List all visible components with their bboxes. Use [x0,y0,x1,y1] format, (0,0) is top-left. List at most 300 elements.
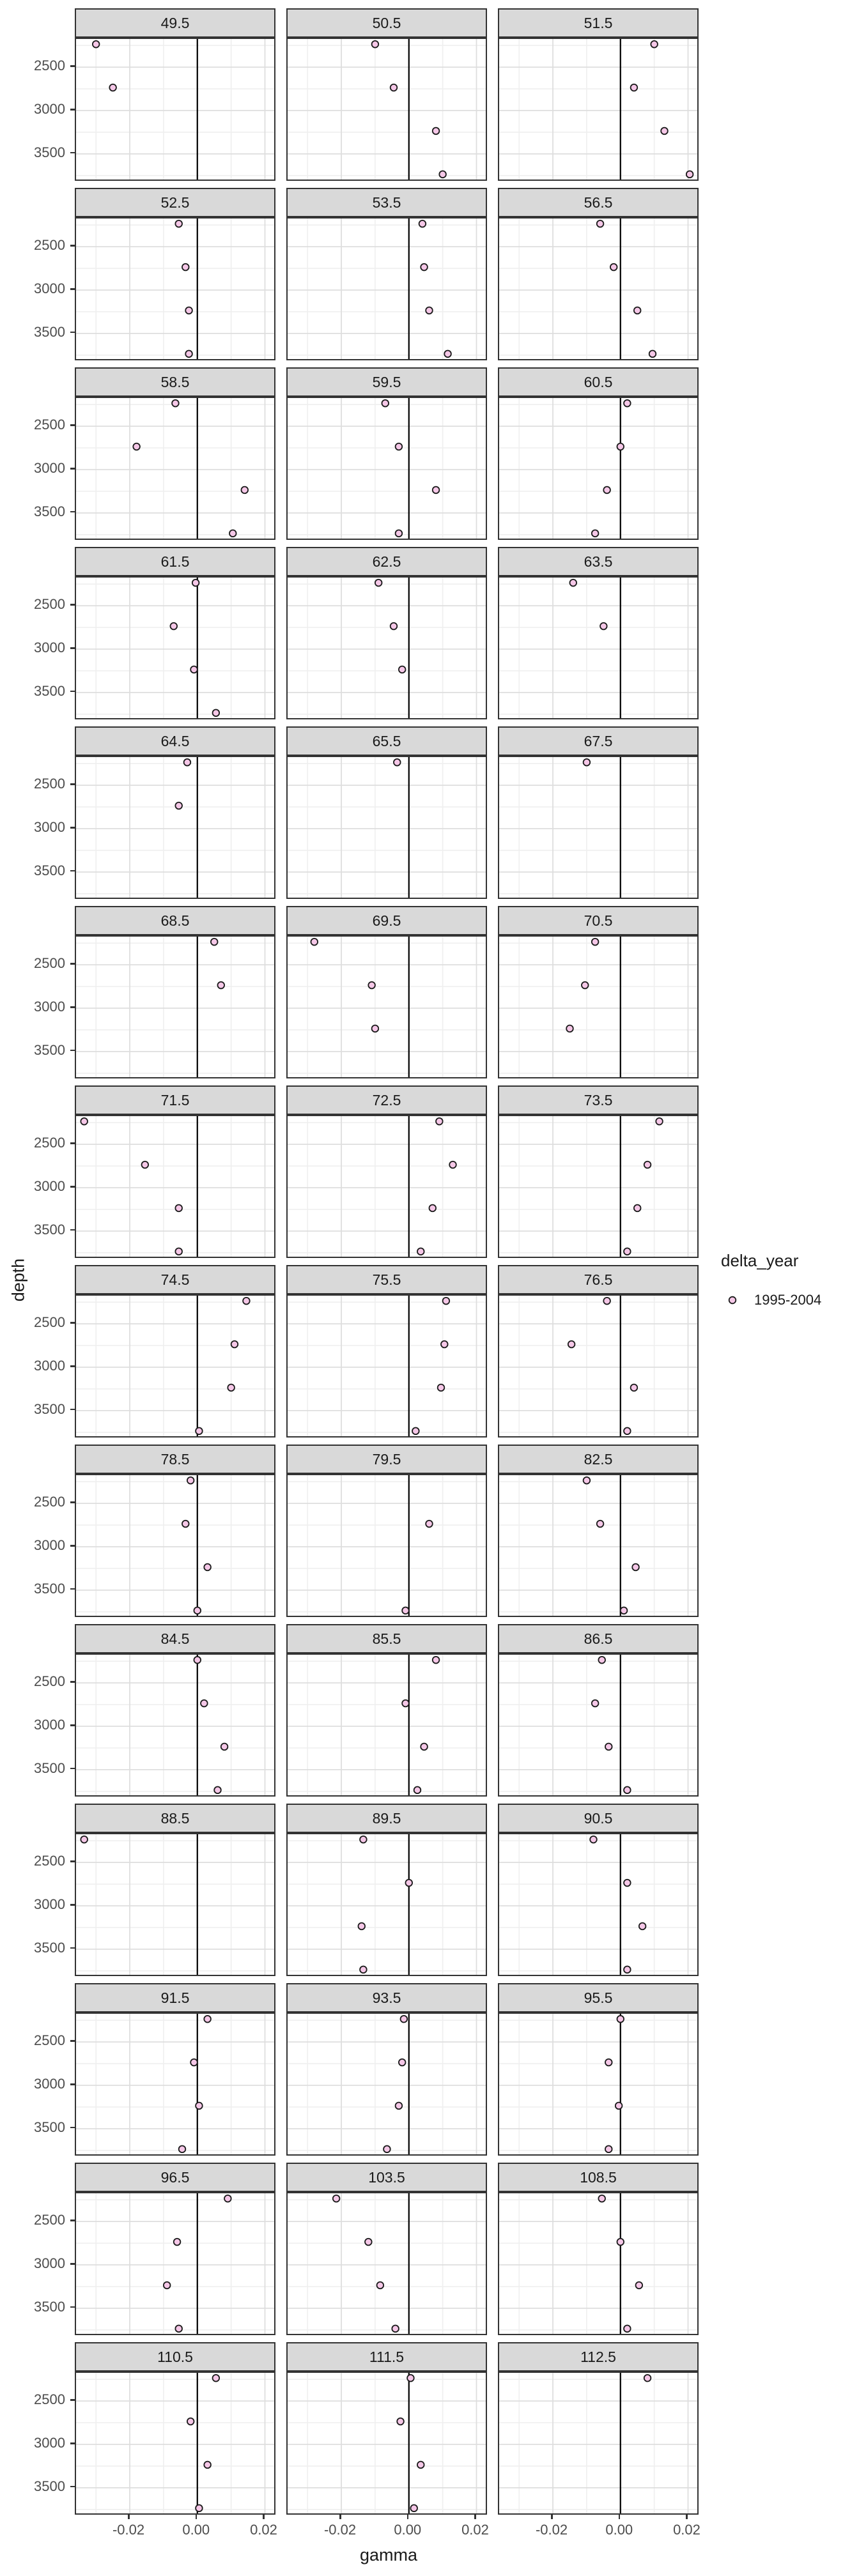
data-point [179,2146,186,2153]
facet-plot-area [288,937,486,1077]
y-tick-label: 3000 [34,1537,65,1553]
y-tick-label: 3000 [34,999,65,1015]
facet-strip: 53.5 [286,188,487,217]
facet-panel [286,1653,487,1797]
facet-plot-area [76,39,274,180]
facet-strip: 75.5 [286,1265,487,1294]
y-tick-mark [70,245,75,247]
data-point [174,2239,181,2246]
y-tick-mark [70,511,75,513]
facet-strip: 65.5 [286,726,487,756]
data-point [221,1744,228,1751]
data-point [433,128,440,135]
data-point [426,307,433,314]
data-point [686,171,693,178]
facet-panel [498,217,699,360]
y-tick-label: 2500 [34,417,65,433]
data-point [421,264,428,271]
y-tick-mark [70,152,75,154]
facet-panel [286,576,487,719]
facet-plot-area [288,2193,486,2334]
facet-plot-area [499,2373,697,2513]
data-point [644,1162,651,1169]
facet-strip: 50.5 [286,8,487,38]
facet-strip: 79.5 [286,1445,487,1474]
x-tick-mark [128,2515,130,2519]
y-tick-label: 2500 [34,1673,65,1690]
facet-strip: 112.5 [498,2342,699,2372]
facet-strip: 71.5 [75,1085,275,1115]
data-point [170,623,177,630]
facet-panel [498,2192,699,2335]
y-tick-mark [70,870,75,872]
facet-panel [498,756,699,899]
data-point [190,2059,197,2066]
facet-panel [498,2372,699,2515]
data-point [358,1923,365,1930]
y-tick-label: 3000 [34,819,65,835]
y-tick-mark [70,1006,75,1008]
facet-plot-area [288,1655,486,1795]
y-tick-mark [70,691,75,693]
data-point [396,2103,403,2110]
data-point [603,1298,610,1305]
y-tick-label: 3000 [34,460,65,476]
legend-item [721,1289,855,1312]
data-point [175,1205,182,1212]
x-tick-label: 0.00 [394,2522,422,2538]
data-point [402,1700,409,1707]
data-point [610,264,617,271]
facet-strip: 56.5 [498,188,699,217]
data-point [185,351,192,358]
y-tick-label: 3500 [34,144,65,160]
facet-panel [286,1115,487,1258]
y-tick-mark [70,65,75,67]
data-point [426,1521,433,1528]
y-tick-mark [70,1860,75,1862]
data-point [243,1298,250,1305]
data-point [231,1341,238,1348]
data-point [360,1836,367,1843]
data-point [449,1162,456,1169]
y-tick-label: 3000 [34,2076,65,2092]
x-tick-label: 0.02 [250,2522,277,2538]
data-point [436,1118,443,1125]
data-point [204,2462,211,2469]
facet-plot-area [499,1655,697,1795]
data-point [438,1384,445,1392]
facet-strip: 63.5 [498,547,699,576]
data-point [182,1521,189,1528]
y-tick-mark [70,288,75,290]
data-point [224,2195,231,2202]
y-tick-mark [70,1501,75,1503]
data-point [372,41,379,48]
data-point [407,2375,414,2382]
legend-item-label: 1995-2004 [754,1292,822,1308]
y-tick-mark [70,604,75,606]
data-point [566,1025,573,1032]
y-tick-mark [70,2263,75,2265]
y-tick-mark [70,1545,75,1547]
data-point [624,1880,631,1887]
facet-panel [75,38,275,181]
y-tick-mark [70,963,75,965]
data-point [196,2505,203,2512]
data-point [196,1428,203,1435]
data-point [444,351,451,358]
data-point [391,84,398,91]
facet-panel [498,1294,699,1438]
data-point [194,1657,201,1664]
facet-plot-area [76,2014,274,2154]
data-point [228,1384,235,1392]
y-tick-mark [70,1142,75,1144]
data-point [187,2418,194,2425]
x-tick-mark [263,2515,265,2519]
facet-panel [75,2372,275,2515]
facet-panel [286,217,487,360]
data-point [584,759,591,766]
y-tick-mark [70,109,75,111]
data-point [597,1521,604,1528]
facet-plot-area [288,1116,486,1257]
data-point [592,1700,599,1707]
facet-panel [286,2012,487,2156]
data-point [368,982,375,989]
data-point [185,307,192,314]
data-point [636,2282,643,2289]
x-tick-label: -0.02 [535,2522,568,2538]
facet-panel [498,1115,699,1258]
facet-plot-area [288,1296,486,1436]
data-point [624,1966,631,1974]
data-point [81,1118,88,1125]
y-tick-mark [70,2127,75,2129]
data-point [621,1607,628,1614]
data-point [133,443,140,450]
facet-plot-area [76,1655,274,1795]
data-point [142,1162,149,1169]
data-point [592,530,599,537]
data-point [439,171,446,178]
data-point [213,2375,220,2382]
data-point [617,2016,624,2023]
data-point [624,2326,631,2333]
facet-panel [498,397,699,540]
facet-panel [75,2192,275,2335]
y-tick-label: 3000 [34,1358,65,1374]
facet-strip: 72.5 [286,1085,487,1115]
y-tick-mark [70,424,75,426]
data-point [433,487,440,494]
data-point [605,2059,612,2066]
y-tick-mark [70,1186,75,1188]
data-point [639,1923,646,1930]
data-point [402,1607,409,1614]
data-point [605,2146,612,2153]
y-tick-mark [70,332,75,334]
facet-plot-area [499,1296,697,1436]
data-point [204,2016,211,2023]
data-point [410,2505,417,2512]
data-point [600,623,607,630]
facet-panel [75,1294,275,1438]
facet-panel [498,1653,699,1797]
facet-panel [286,397,487,540]
facet-plot-area [76,757,274,898]
data-point [598,2195,605,2202]
data-point [644,2375,651,2382]
data-point [192,579,199,586]
facet-panel [286,38,487,181]
facet-plot-area [76,1475,274,1616]
facet-strip: 103.5 [286,2163,487,2192]
facet-strip: 59.5 [286,367,487,397]
facet-strip: 49.5 [75,8,275,38]
data-point [590,1836,597,1843]
y-tick-mark [70,827,75,829]
data-point [190,666,197,673]
facet-plot-area [288,2014,486,2154]
facet-strip: 74.5 [75,1265,275,1294]
facet-plot-area [288,218,486,359]
data-point [624,1787,631,1794]
facet-panel [75,1115,275,1258]
data-point [392,2326,399,2333]
facet-strip: 89.5 [286,1804,487,1833]
data-point [443,1298,450,1305]
y-tick-label: 3000 [34,101,65,117]
y-tick-label: 3500 [34,323,65,340]
facet-plot-area [76,2193,274,2334]
facet-panel [75,1653,275,1797]
x-axis-title: gamma [360,2545,418,2564]
data-point [164,2282,171,2289]
x-tick-mark [619,2515,621,2519]
facet-strip: 70.5 [498,906,699,935]
y-tick-label: 3500 [34,1041,65,1058]
data-point [394,759,401,766]
data-point [396,530,403,537]
facet-strip: 62.5 [286,547,487,576]
y-tick-label: 3000 [34,280,65,296]
y-tick-mark [70,1724,75,1726]
y-tick-mark [70,1229,75,1231]
y-tick-mark [70,2083,75,2085]
data-point [661,128,668,135]
facet-strip: 78.5 [75,1445,275,1474]
facet-strip: 64.5 [75,726,275,756]
data-point [175,1248,182,1255]
y-tick-label: 2500 [34,2391,65,2408]
y-tick-label: 2500 [34,237,65,254]
facet-plot-area [288,1834,486,1975]
facet-panel [75,576,275,719]
data-point [194,1607,201,1614]
facet-plot-area [499,578,697,718]
facet-panel [75,397,275,540]
data-point [419,220,426,227]
data-point [81,1836,88,1843]
y-tick-label: 2500 [34,2032,65,2049]
x-tick-label: -0.02 [323,2522,357,2538]
facet-panel [75,1474,275,1617]
facet-strip: 82.5 [498,1445,699,1474]
data-point [592,939,599,946]
y-tick-label: 3500 [34,1221,65,1238]
data-point [624,400,631,407]
y-tick-label: 3500 [34,1580,65,1597]
facet-plot-area [288,578,486,718]
data-point [196,2103,203,2110]
x-tick-mark [551,2515,553,2519]
facet-plot-area [499,39,697,180]
data-point [624,1248,631,1255]
data-point [597,220,604,227]
data-point [568,1341,575,1348]
y-tick-label: 3500 [34,682,65,699]
data-point [211,939,218,946]
facet-plot-area [499,757,697,898]
facet-panel [286,1833,487,1976]
facet-panel [75,756,275,899]
facet-plot-area [76,398,274,539]
facet-strip: 95.5 [498,1983,699,2012]
y-tick-mark [70,783,75,785]
facet-panel [286,2372,487,2515]
facet-panel [498,935,699,1078]
facet-strip: 93.5 [286,1983,487,2012]
legend [721,1251,855,1312]
y-tick-label: 3500 [34,1400,65,1417]
y-tick-label: 3500 [34,1759,65,1776]
facet-plot-area [76,578,274,718]
facet-plot-area [288,757,486,898]
facet-panel [286,756,487,899]
facet-panel [498,38,699,181]
facet-plot-area [288,39,486,180]
facet-plot-area [76,218,274,359]
y-axis-title: depth [8,1258,28,1302]
y-tick-mark [70,2399,75,2401]
facet-panel [286,935,487,1078]
x-tick-mark [339,2515,341,2519]
data-point [175,2326,182,2333]
facet-plot-area [76,2373,274,2513]
facet-strip: 58.5 [75,367,275,397]
data-point [214,1787,221,1794]
data-point [241,487,248,494]
facet-strip: 88.5 [75,1804,275,1833]
facet-plot-area [499,218,697,359]
data-point [396,443,403,450]
y-tick-label: 2500 [34,1135,65,1151]
facet-panel [75,1833,275,1976]
data-point [375,579,382,586]
facet-panel [75,2012,275,2156]
y-tick-label: 3500 [34,1939,65,1956]
facet-plot-area [76,1834,274,1975]
data-point [229,530,236,537]
data-point [201,1700,208,1707]
data-point [617,443,624,450]
y-tick-mark [70,2220,75,2221]
data-point [382,400,389,407]
data-point [399,666,406,673]
x-tick-label: -0.02 [112,2522,145,2538]
data-point [397,2418,404,2425]
facet-panel [286,1474,487,1617]
y-tick-label: 2500 [34,1314,65,1331]
y-tick-mark [70,1588,75,1590]
data-point [569,579,577,586]
data-point [184,759,191,766]
x-tick-mark [407,2515,409,2519]
facet-panel [498,2012,699,2156]
x-tick-label: 0.02 [461,2522,489,2538]
data-point [417,2462,424,2469]
facet-plot-area [288,398,486,539]
facet-strip: 76.5 [498,1265,699,1294]
y-tick-mark [70,1322,75,1324]
data-point [182,264,189,271]
data-point [598,1657,605,1664]
y-tick-mark [70,2486,75,2488]
data-point [333,2195,340,2202]
facet-strip: 68.5 [75,906,275,935]
y-tick-mark [70,1050,75,1052]
facet-strip: 51.5 [498,8,699,38]
facet-plot-area [288,2373,486,2513]
y-tick-label: 3500 [34,2298,65,2315]
legend-title: delta_year [721,1251,799,1270]
data-point [624,1428,631,1435]
facet-plot-area [76,1116,274,1257]
data-point [109,84,116,91]
facet-strip: 86.5 [498,1624,699,1653]
facet-strip: 67.5 [498,726,699,756]
y-tick-label: 3000 [34,1896,65,1912]
facet-strip: 61.5 [75,547,275,576]
data-point [615,2103,623,2110]
facet-plot-area [499,1834,697,1975]
y-tick-label: 3500 [34,2119,65,2135]
y-tick-label: 2500 [34,596,65,613]
data-point [584,1477,591,1484]
y-tick-mark [70,2442,75,2444]
data-point [631,1384,638,1392]
data-point [217,982,224,989]
data-point [414,1787,421,1794]
data-point [213,710,220,717]
data-point [93,41,100,48]
data-point [360,1966,367,1974]
data-point [204,1564,211,1571]
data-point [383,2146,391,2153]
y-tick-label: 3500 [34,503,65,519]
y-tick-mark [70,1365,75,1367]
data-point [175,220,182,227]
y-tick-label: 3000 [34,2435,65,2451]
data-point [651,41,658,48]
facet-panel [75,217,275,360]
facet-panel [498,1833,699,1976]
data-point [175,802,182,809]
y-tick-label: 3000 [34,640,65,656]
facet-panel [286,1294,487,1438]
